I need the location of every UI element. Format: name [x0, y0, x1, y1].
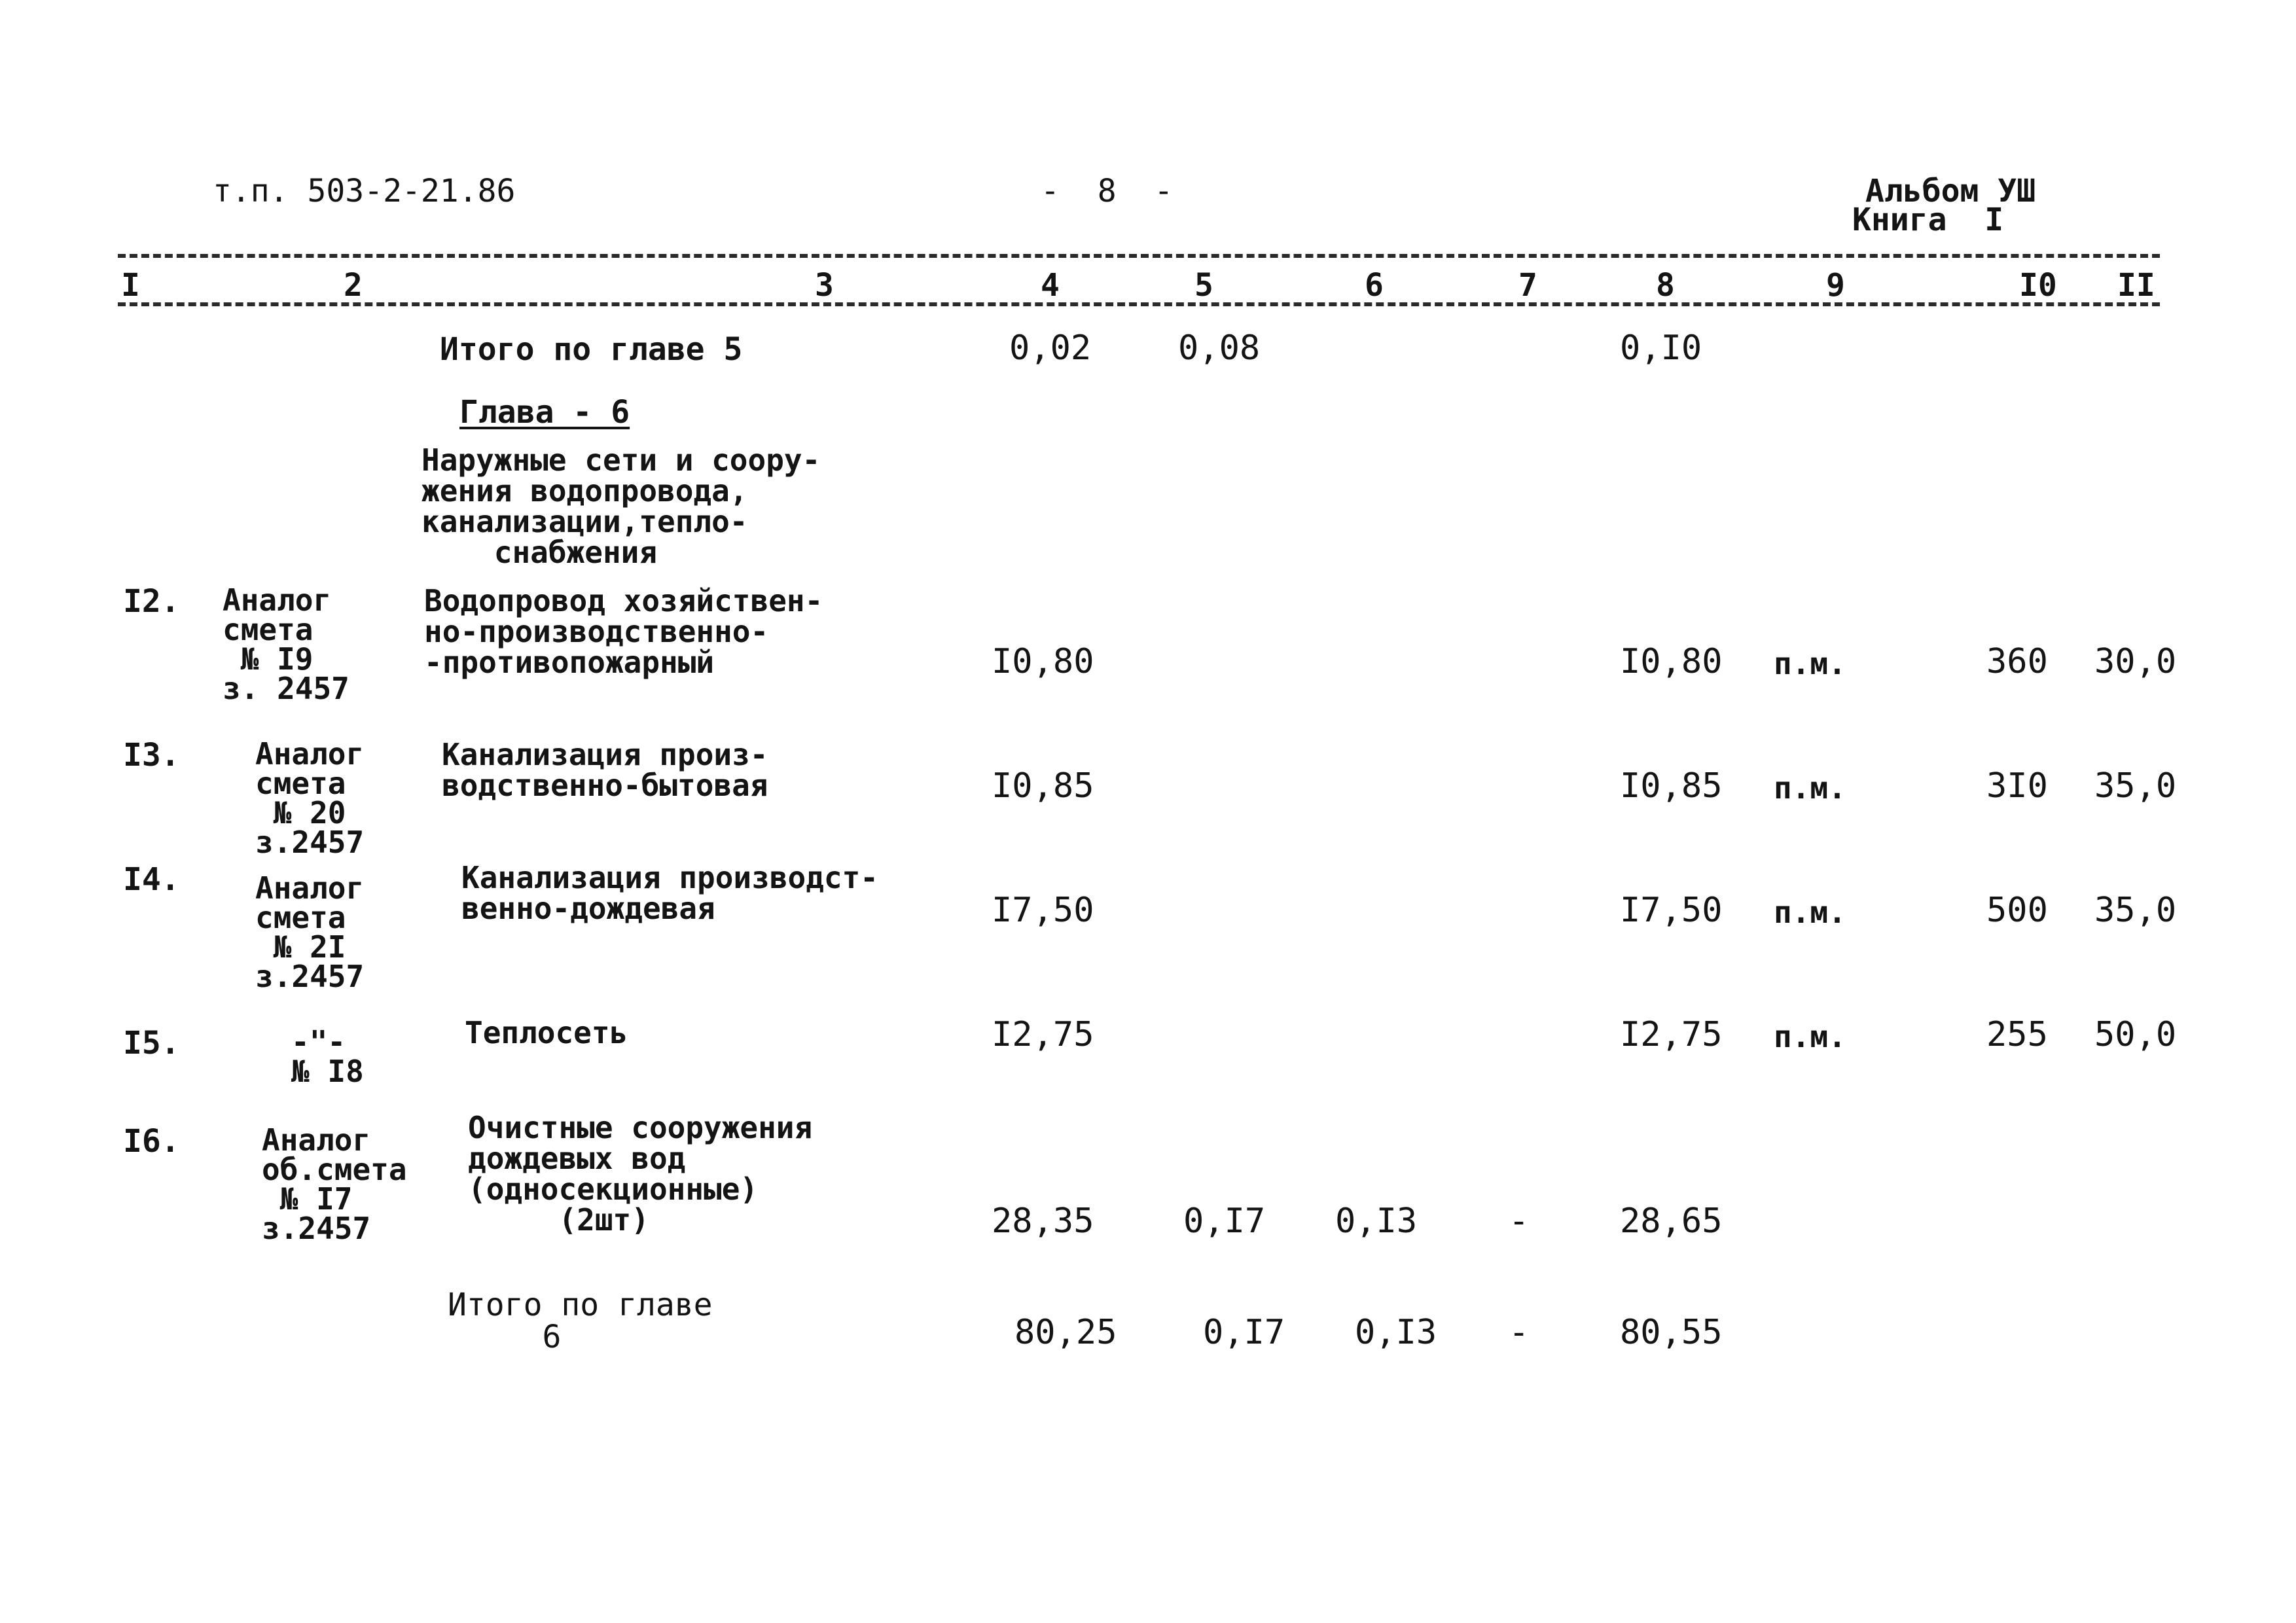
chapter6-total-col5: 0,I7: [1203, 1313, 1285, 1352]
row-2-source: Аналог смета № 20 з.2457: [255, 736, 365, 861]
page-number: - 8 -: [1041, 173, 1174, 209]
row-5-c8: 28,65: [1620, 1202, 1723, 1241]
row-1-c11: 30,0: [2094, 642, 2177, 681]
row-1-num: I2.: [123, 583, 180, 620]
row-2-c4: I0,85: [992, 766, 1094, 806]
row-2-name: Канализация произ- водственно-бытовая: [442, 737, 768, 803]
column-number-6: 6: [1365, 267, 1384, 304]
chapter6-name: Наружные сети и соору- жения водопровода, канализации,тепло- снабжения: [422, 442, 821, 570]
row-4-c11: 50,0: [2094, 1015, 2177, 1054]
chapter5-total-label: Итого по главе 5: [440, 331, 743, 368]
row-3-c9: п.м.: [1774, 895, 1846, 930]
chapter6-total-col4: 80,25: [1014, 1313, 1117, 1352]
row-5-name: Очистные сооружения дождевых вод (односекционные) (2шт): [468, 1110, 813, 1238]
row-1-source: Аналог смета № I9 з. 2457: [223, 582, 350, 707]
column-number-3: 3: [815, 267, 834, 304]
chapter6-total-col8: 80,55: [1620, 1313, 1723, 1352]
row-4-c8: I2,75: [1620, 1015, 1723, 1054]
row-2-num: I3.: [123, 737, 180, 774]
column-number-4: 4: [1041, 267, 1060, 304]
column-number-5: 5: [1194, 267, 1213, 304]
column-number-8: 8: [1656, 267, 1675, 304]
header-rule-top: [118, 254, 2160, 258]
row-2-c8: I0,85: [1620, 766, 1723, 806]
book-label: Книга I: [1852, 202, 2004, 238]
row-5-c4: 28,35: [992, 1202, 1094, 1241]
row-4-c4: I2,75: [992, 1015, 1094, 1054]
column-number-10: I0: [2019, 267, 2057, 304]
document-code: т.п. 503-2-21.86: [213, 173, 516, 209]
row-5-source: Аналог об.смета № I7 з.2457: [262, 1122, 407, 1247]
header-rule-bottom: [118, 302, 2160, 306]
row-5-num: I6.: [123, 1123, 180, 1160]
row-4-c10: 255: [1986, 1015, 2048, 1054]
row-2-c11: 35,0: [2094, 766, 2177, 806]
row-3-c4: I7,50: [992, 891, 1094, 930]
row-5-c7: -: [1509, 1202, 1530, 1241]
row-1-c8: I0,80: [1620, 642, 1723, 681]
chapter6-title: Глава - 6: [459, 394, 630, 431]
row-4-source: -"- № I8: [291, 1024, 364, 1090]
row-2-c9: п.м.: [1774, 770, 1846, 806]
row-3-name: Канализация производст- венно-дождевая: [461, 860, 878, 926]
chapter6-total-label: Итого по главе 6: [448, 1287, 713, 1355]
chapter5-total-col8: 0,I0: [1620, 329, 1702, 368]
chapter6-total-col7: -: [1509, 1313, 1530, 1352]
row-2-c10: 3I0: [1986, 766, 2048, 806]
row-1-c9: п.м.: [1774, 646, 1846, 681]
column-number-9: 9: [1826, 267, 1845, 304]
row-3-num: I4.: [123, 861, 180, 898]
row-3-c8: I7,50: [1620, 891, 1723, 930]
column-number-1: I: [121, 267, 140, 304]
row-5-c5: 0,I7: [1183, 1202, 1266, 1241]
column-number-7: 7: [1518, 267, 1537, 304]
row-1-c4: I0,80: [992, 642, 1094, 681]
row-4-c9: п.м.: [1774, 1019, 1846, 1054]
column-number-2: 2: [344, 267, 363, 304]
chapter6-total-col6: 0,I3: [1355, 1313, 1437, 1352]
row-1-name: Водопровод хозяйствен- но-производственно- -противопожарный: [424, 583, 823, 680]
row-3-source: Аналог смета № 2I з.2457: [255, 870, 365, 995]
chapter5-total-col4: 0,02: [1009, 329, 1092, 368]
album-label: Альбом УШ: [1865, 173, 2036, 209]
row-4-name: Теплосеть: [465, 1015, 628, 1050]
row-4-num: I5.: [123, 1025, 180, 1061]
row-3-c11: 35,0: [2094, 891, 2177, 930]
column-number-11: II: [2117, 267, 2155, 304]
row-3-c10: 500: [1986, 891, 2048, 930]
row-1-c10: 360: [1986, 642, 2048, 681]
row-5-c6: 0,I3: [1335, 1202, 1418, 1241]
chapter5-total-col5: 0,08: [1178, 329, 1261, 368]
